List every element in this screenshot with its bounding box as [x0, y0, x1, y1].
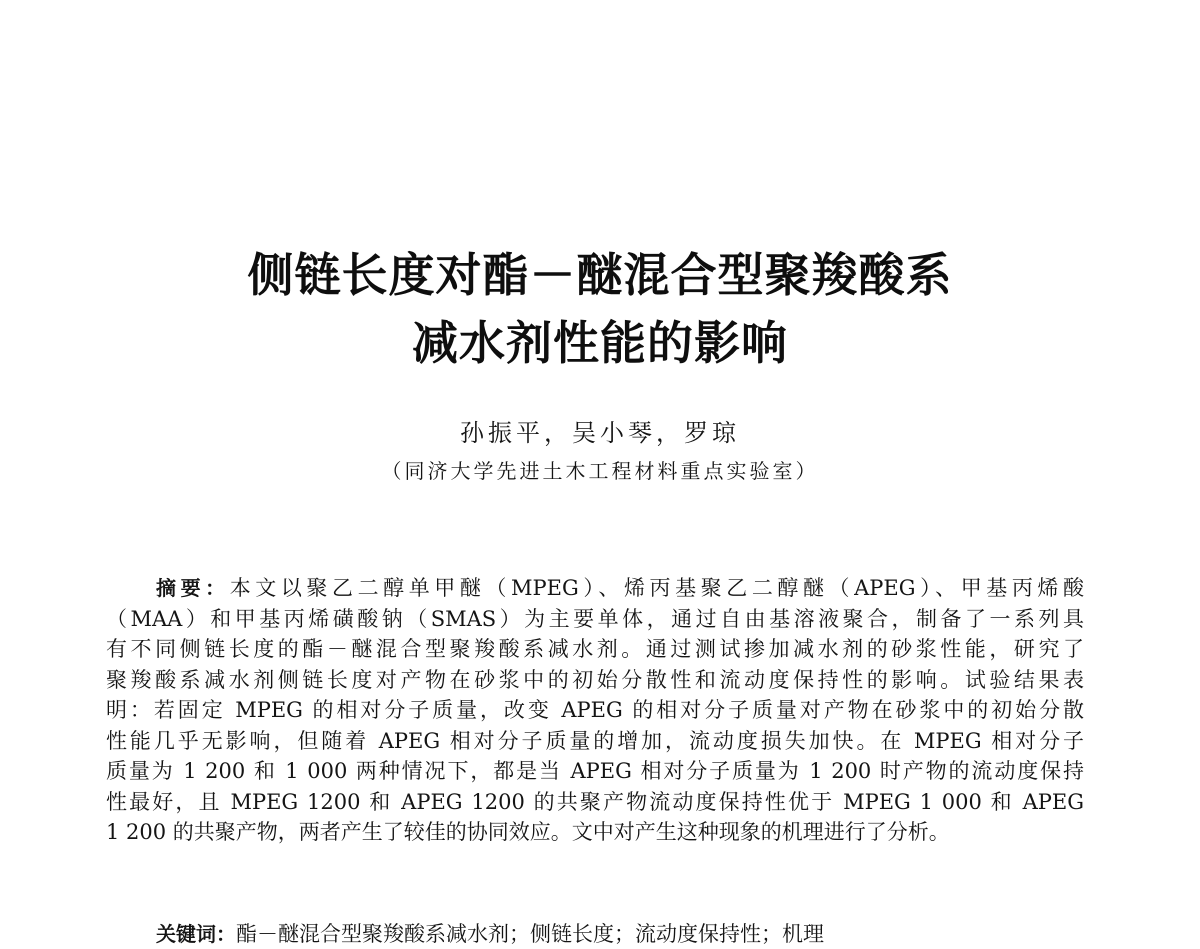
- keywords-text: 酯－醚混合型聚羧酸系减水剂；侧链长度；流动度保持性；机理: [236, 922, 824, 946]
- abstract-block: [106, 573, 1084, 848]
- paper-title-line-2: 减水剂性能的影响: [412, 316, 788, 370]
- keywords-label: 关键词：: [156, 922, 236, 946]
- abstract-line: 明：若固定 MPEG 的相对分子质量，改变 APEG 的相对分子质量对产物在砂浆中的初始分散: [106, 698, 1084, 722]
- abstract-line: 性最好，且 MPEG 1200 和 APEG 1200 的共聚产物流动度保持性优于 MPEG 1 000 和 APEG: [106, 789, 1084, 814]
- abstract-text: 本文以聚乙二醇单甲醚（MPEG）、烯丙基聚乙二醇醚（APEG）、甲基丙烯酸: [229, 576, 1084, 600]
- paper-title-line-1: 侧链长度对酯－醚混合型聚羧酸系: [247, 248, 953, 302]
- keywords-line: [156, 919, 824, 949]
- abstract-line: 1 200 的共聚产物，两者产生了较佳的协同效应。文中对产生这种现象的机理进行了分析。: [106, 820, 950, 844]
- abstract-label: 摘要：: [156, 576, 230, 600]
- abstract-line: 有不同侧链长度的酯－醚混合型聚羧酸系减水剂。通过测试掺加减水剂的砂浆性能，研究了: [106, 637, 1084, 661]
- abstract-line: （MAA）和甲基丙烯磺酸钠（SMAS）为主要单体，通过自由基溶液聚合，制备了一系列具: [106, 606, 1084, 631]
- author-list: 孙振平，吴小琴，罗琼: [460, 419, 740, 447]
- abstract-line: 聚羧酸系减水剂侧链长度对产物在砂浆中的初始分散性和流动度保持性的影响。试验结果表: [106, 667, 1084, 692]
- abstract-line: 性能几乎无影响，但随着 APEG 相对分子质量的增加，流动度损失加快。在 MPEG 相对分子: [106, 728, 1084, 753]
- abstract-line: 质量为 1 200 和 1 000 两种情况下，都是当 APEG 相对分子质量为 1 200 时产物的流动度保持: [106, 759, 1084, 783]
- affiliation: （同济大学先进土木工程材料重点实验室）: [381, 459, 819, 483]
- abstract-line: [106, 573, 1084, 604]
